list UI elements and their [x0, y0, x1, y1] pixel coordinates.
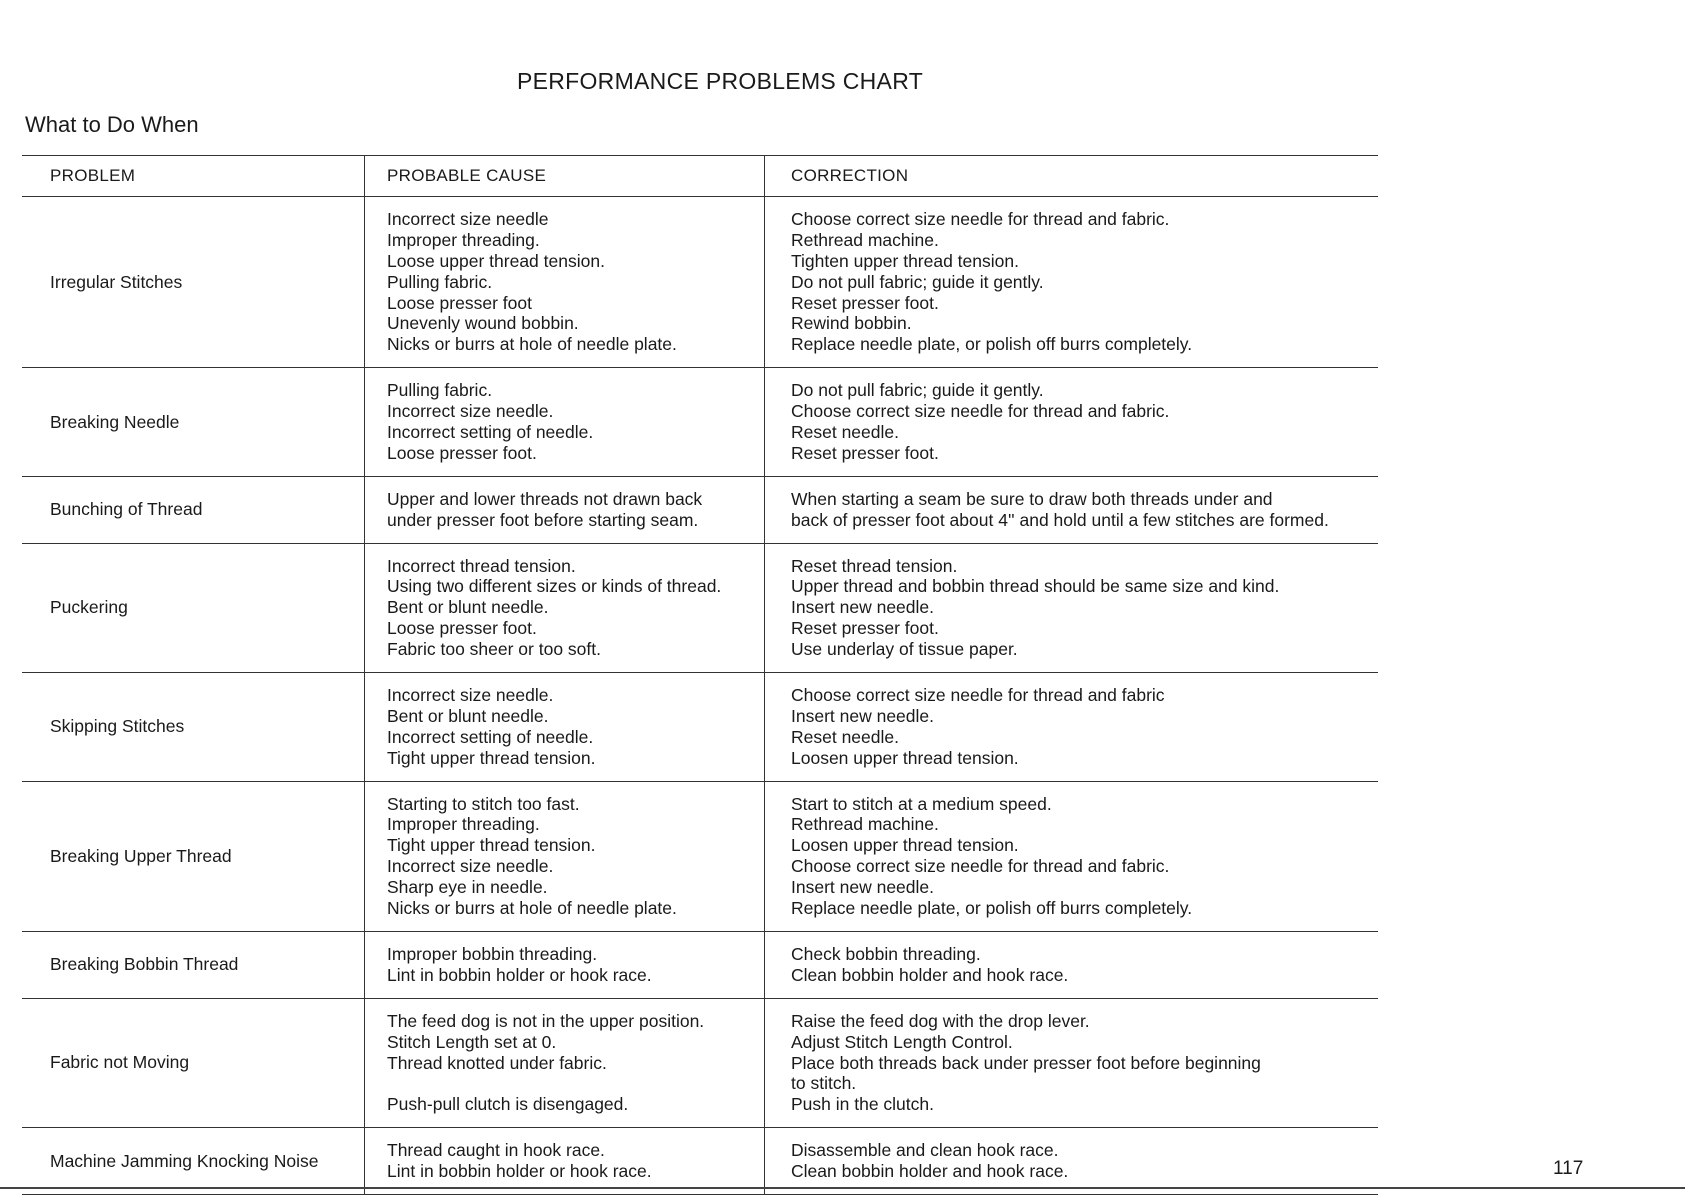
- table-row: [22, 368, 1378, 477]
- cause-line: Loose presser foot.: [387, 618, 537, 639]
- table-row: [22, 1128, 1378, 1195]
- problem-cell: Fabric not Moving: [50, 1052, 190, 1073]
- correction-line: Reset needle.: [791, 726, 899, 747]
- cause-line: Pulling fabric.: [387, 271, 493, 292]
- correction-line: Choose correct size needle for thread and fabric.: [791, 856, 1170, 877]
- cause-line: Thread knotted under fabric.: [387, 1052, 607, 1073]
- cause-line: Loose presser foot: [387, 292, 532, 313]
- problem-cell: Machine Jamming Knocking Noise: [50, 1150, 319, 1171]
- correction-cell: [764, 1128, 1378, 1194]
- cause-line: Upper and lower threads not drawn back: [387, 488, 703, 509]
- correction-line: Tighten upper thread tension.: [791, 250, 1019, 271]
- cause-line: Thread caught in hook race.: [387, 1140, 605, 1161]
- table-row: [22, 197, 1378, 368]
- cause-line: Pulling fabric.: [387, 380, 493, 401]
- correction-line: Loosen upper thread tension.: [791, 747, 1019, 768]
- page-bottom-rule: [0, 1187, 1685, 1189]
- problem-cell: Bunching of Thread: [50, 499, 203, 520]
- correction-line: Adjust Stitch Length Control.: [791, 1031, 1013, 1052]
- correction-line: Clean bobbin holder and hook race.: [791, 1161, 1069, 1182]
- correction-cell: [764, 197, 1378, 367]
- correction-line: Disassemble and clean hook race.: [791, 1140, 1059, 1161]
- problem-cell: Breaking Bobbin Thread: [50, 954, 239, 975]
- cause-line: Sharp eye in needle.: [387, 877, 548, 898]
- problem-cell: Breaking Needle: [50, 411, 180, 432]
- table-row: [22, 999, 1378, 1128]
- correction-line: Push in the clutch.: [791, 1094, 934, 1115]
- correction-line: Choose correct size needle for thread and fabric.: [791, 401, 1170, 422]
- correction-line: Raise the feed dog with the drop lever.: [791, 1010, 1090, 1031]
- cause-line: Using two different sizes or kinds of thread.: [387, 576, 722, 597]
- correction-line: Insert new needle.: [791, 877, 935, 898]
- correction-line: back of presser foot about 4'' and hold until a few stitches are formed.: [791, 509, 1329, 530]
- probable-cause-cell: [364, 368, 764, 476]
- cause-line: Incorrect size needle.: [387, 685, 554, 706]
- correction-line: Do not pull fabric; guide it gently.: [791, 380, 1044, 401]
- correction-line: When starting a seam be sure to draw both threads under and: [791, 488, 1273, 509]
- cause-line: Stitch Length set at 0.: [387, 1031, 557, 1052]
- correction-line: Choose correct size needle for thread and fabric.: [791, 209, 1170, 229]
- correction-line: Reset presser foot.: [791, 442, 939, 463]
- correction-line: Rethread machine.: [791, 229, 939, 250]
- performance-problems-table: [22, 155, 1378, 1195]
- table-row: [22, 477, 1378, 544]
- cause-line: under presser foot before starting seam.: [387, 509, 699, 530]
- correction-line: Upper thread and bobbin thread should be same size and kind.: [791, 576, 1280, 597]
- probable-cause-cell: [364, 673, 764, 781]
- probable-cause-cell: [364, 544, 764, 672]
- correction-line: Check bobbin threading.: [791, 943, 981, 964]
- correction-line: Place both threads back under presser foot before beginning: [791, 1052, 1261, 1073]
- correction-cell: [764, 368, 1378, 476]
- correction-line: Reset needle.: [791, 422, 899, 443]
- correction-cell: [764, 673, 1378, 781]
- cause-line: Improper bobbin threading.: [387, 943, 598, 964]
- probable-cause-cell: [364, 999, 764, 1127]
- cause-line: Starting to stitch too fast.: [387, 793, 580, 814]
- probable-cause-cell: [364, 1128, 764, 1194]
- correction-line: Rewind bobbin.: [791, 313, 912, 334]
- cause-line: Incorrect setting of needle.: [387, 422, 594, 443]
- header-probable-cause: PROBABLE CAUSE: [364, 156, 764, 196]
- correction-line: Insert new needle.: [791, 597, 935, 618]
- cause-line: Push-pull clutch is disengaged.: [387, 1094, 629, 1115]
- cause-line: Nicks or burrs at hole of needle plate.: [387, 898, 677, 919]
- probable-cause-cell: [364, 932, 764, 998]
- probable-cause-cell: [364, 197, 764, 367]
- header-problem: PROBLEM: [50, 166, 136, 185]
- table-body: [22, 197, 1378, 1195]
- section-subtitle: What to Do When: [25, 112, 199, 137]
- page-number: 117: [1553, 1158, 1584, 1179]
- correction-line: Rethread machine.: [791, 814, 939, 835]
- table-row: [22, 932, 1378, 999]
- probable-cause-cell: [364, 477, 764, 543]
- cause-line: Fabric too sheer or too soft.: [387, 639, 601, 660]
- cause-line: Improper threading.: [387, 229, 540, 250]
- page-title: PERFORMANCE PROBLEMS CHART: [516, 68, 924, 94]
- correction-line: Use underlay of tissue paper.: [791, 639, 1018, 660]
- correction-line: Reset presser foot.: [791, 292, 939, 313]
- correction-line: Start to stitch at a medium speed.: [791, 793, 1052, 814]
- correction-line: Reset presser foot.: [791, 618, 939, 639]
- correction-line: Clean bobbin holder and hook race.: [791, 964, 1069, 985]
- cause-line: The feed dog is not in the upper position.: [387, 1010, 705, 1031]
- table-header: [22, 155, 1378, 197]
- table-row: [22, 673, 1378, 782]
- problem-cell: Skipping Stitches: [50, 716, 185, 737]
- correction-line: Do not pull fabric; guide it gently.: [791, 271, 1044, 292]
- cause-line: Nicks or burrs at hole of needle plate.: [387, 334, 677, 355]
- cause-line: [387, 1073, 764, 1094]
- correction-line: Choose correct size needle for thread and fabric: [791, 685, 1165, 706]
- cause-line: Unevenly wound bobbin.: [387, 313, 579, 334]
- cause-line: Incorrect thread tension.: [387, 555, 576, 576]
- cause-line: Loose upper thread tension.: [387, 250, 605, 271]
- problem-cell: Breaking Upper Thread: [50, 845, 232, 866]
- problem-cell: Irregular Stitches: [50, 271, 183, 292]
- correction-cell: [764, 477, 1378, 543]
- cause-line: Incorrect size needle.: [387, 856, 554, 877]
- cause-line: Incorrect setting of needle.: [387, 726, 594, 747]
- cause-line: Incorrect size needle.: [387, 401, 554, 422]
- problem-cell: Puckering: [50, 597, 128, 618]
- cause-line: Bent or blunt needle.: [387, 597, 549, 618]
- correction-cell: [764, 932, 1378, 998]
- cause-line: Loose presser foot.: [387, 442, 537, 463]
- correction-cell: [764, 999, 1378, 1127]
- correction-line: Reset thread tension.: [791, 555, 958, 576]
- table-row: [22, 782, 1378, 932]
- correction-line: Insert new needle.: [791, 705, 935, 726]
- cause-line: Tight upper thread tension.: [387, 835, 596, 856]
- header-correction: CORRECTION: [764, 156, 1378, 196]
- correction-line: Loosen upper thread tension.: [791, 835, 1019, 856]
- cause-line: Bent or blunt needle.: [387, 705, 549, 726]
- correction-cell: [764, 544, 1378, 672]
- table-row: [22, 544, 1378, 673]
- correction-line: to stitch.: [791, 1073, 857, 1094]
- correction-cell: [764, 782, 1378, 931]
- probable-cause-cell: [364, 782, 764, 931]
- cause-line: Incorrect size needle: [387, 209, 549, 229]
- correction-line: Replace needle plate, or polish off burrs completely.: [791, 898, 1193, 919]
- cause-line: Lint in bobbin holder or hook race.: [387, 964, 652, 985]
- cause-line: Lint in bobbin holder or hook race.: [387, 1161, 652, 1182]
- cause-line: Tight upper thread tension.: [387, 747, 596, 768]
- cause-line: Improper threading.: [387, 814, 540, 835]
- correction-line: Replace needle plate, or polish off burrs completely.: [791, 334, 1193, 355]
